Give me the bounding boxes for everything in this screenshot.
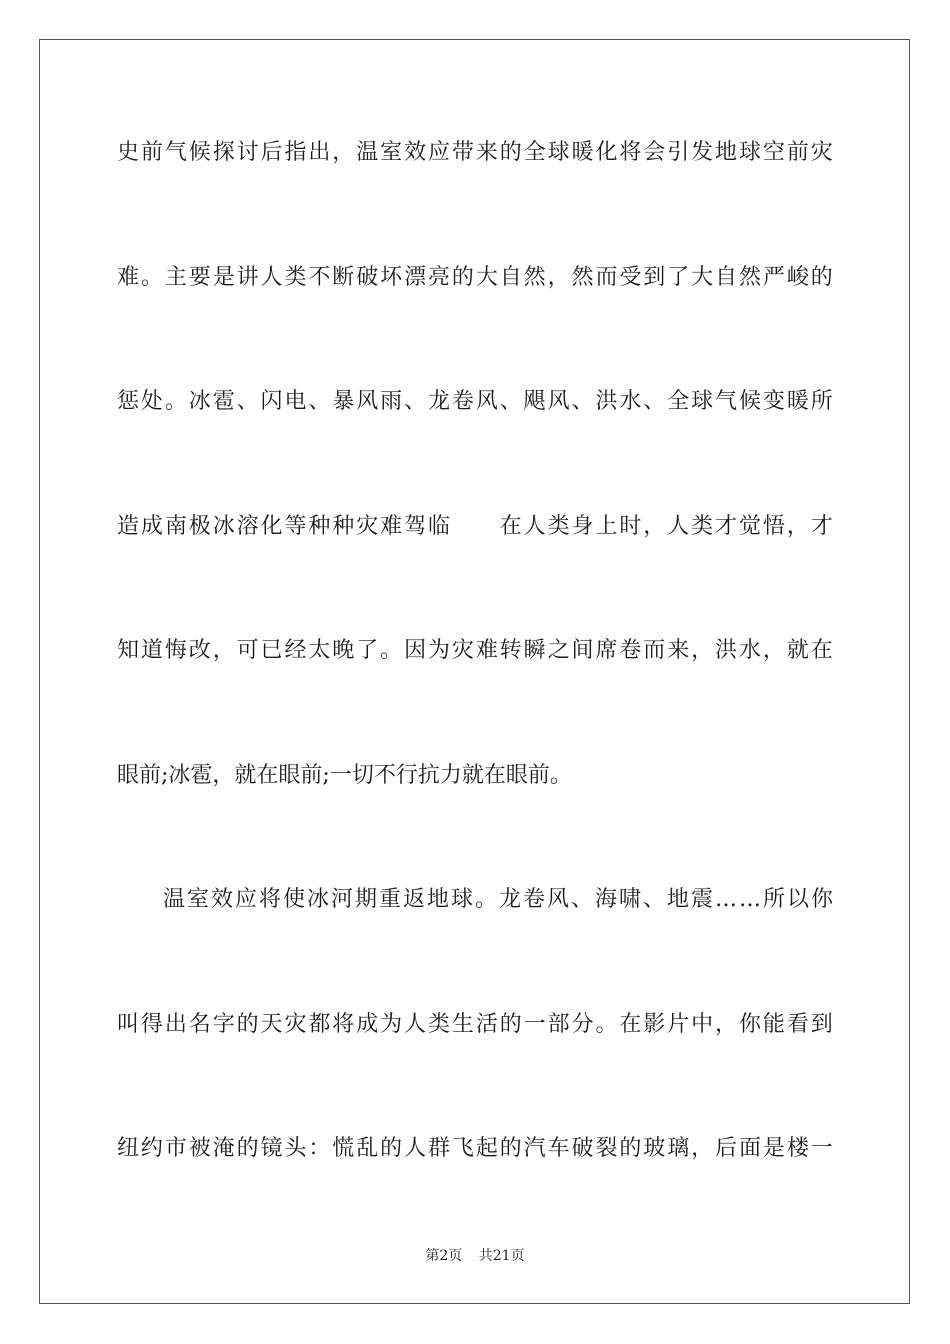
char: 风 [356,389,379,414]
char: 候 [738,389,761,414]
char: 室 [187,887,210,912]
total-pages: 共21页 [478,1248,525,1264]
char: 引 [667,140,690,165]
char: 然 [523,264,546,290]
char: 将 [332,1011,355,1037]
char: 返 [403,887,426,912]
char: 亮 [427,264,450,290]
char: 变 [762,389,785,414]
char: 一 [523,1011,546,1037]
text-line-9 [117,1124,833,1174]
char: 漂 [404,264,427,290]
char: 的 [380,1136,403,1161]
char: 溶 [236,513,259,539]
char: 破 [571,1136,594,1161]
char: 道 [140,638,163,663]
text-line-6 [117,751,833,801]
char: 起 [475,1136,498,1161]
char: 头 [284,1136,307,1161]
char: 慌 [332,1136,355,1161]
char: 太 [308,638,331,663]
char: 淹 [212,1136,235,1161]
char: 就 [786,638,809,663]
char: 。 [595,1011,618,1037]
char: 所 [810,389,833,414]
char: 将 [619,140,642,165]
char: 叫 [117,1011,140,1037]
char: 水 [738,638,761,663]
char: 而 [595,264,618,290]
char: 出 [164,1011,187,1037]
char: 带 [451,140,474,165]
char: 中 [691,1011,714,1037]
char: 地 [667,887,690,912]
char: 化 [260,513,283,539]
char: 的 [499,1011,522,1037]
char: 你 [738,1011,761,1037]
char: 璃 [667,1136,690,1161]
char: 龙 [427,389,450,414]
char: 活 [475,1011,498,1037]
char: 看 [786,1011,809,1037]
char: 震 [691,887,714,912]
char: 指 [284,140,307,165]
char: ， [547,264,570,290]
char: 而 [643,638,666,663]
char: 种 [332,513,355,539]
char: 因 [404,638,427,663]
char: 发 [691,140,714,165]
char: 讨 [236,140,259,165]
char: 飓 [523,389,546,414]
char: 大 [475,264,498,290]
char: … [715,887,737,912]
char: 被 [188,1136,211,1161]
char [452,502,474,552]
char: 温 [356,140,379,165]
char: 应 [235,887,258,912]
char: 电 [284,389,307,414]
char: 然 [738,264,761,290]
char: 人 [260,264,283,290]
char: 灾 [810,140,833,165]
char: 晚 [332,638,355,663]
char: 主 [164,264,187,290]
char: 难 [117,264,140,290]
char: 。 [380,638,403,663]
char: 球 [738,140,761,165]
char: 要 [188,264,211,290]
char: 地 [715,140,738,165]
char: 坏 [380,264,403,290]
char: 字 [212,1011,235,1037]
char: 灾 [451,638,474,663]
char: 会 [643,140,666,165]
char: 使 [283,887,306,912]
char: 都 [308,1011,331,1037]
line-text [117,1124,833,1174]
char: 名 [188,1011,211,1037]
char: 能 [762,1011,785,1037]
char: 。 [140,264,163,290]
char: 片 [667,1011,690,1037]
char: 效 [211,887,234,912]
char: 灾 [356,513,379,539]
char: ， [332,140,355,165]
text-line-3 [117,377,833,427]
char: 造 [117,513,140,539]
char: 水 [619,389,642,414]
char: 改 [188,638,211,663]
char: 雹 [212,389,235,414]
char: 难 [475,638,498,663]
line-text: 眼前;冰雹，就在眼前;一切不行抗力就在眼前。 [117,762,572,788]
char: ， [762,638,785,663]
char: 、 [404,389,427,414]
char: 一 [810,1136,833,1161]
char: 了 [356,638,379,663]
char: 间 [571,638,594,663]
char: 不 [308,264,331,290]
text-line-8 [117,1000,833,1050]
char: 室 [380,140,403,165]
char: 来 [667,638,690,663]
char: 人 [404,1011,427,1037]
char: 来 [475,140,498,165]
char: … [738,887,761,912]
line-text [117,626,833,676]
char: ， [715,1011,738,1037]
char: 大 [691,264,714,290]
document-body [117,128,833,1249]
char: 面 [738,1136,761,1161]
char: 风 [547,389,570,414]
char: 的 [236,1136,259,1161]
char: 类 [691,513,714,539]
char: 才 [810,513,833,539]
char: 、 [571,887,594,912]
char: 全 [667,389,690,414]
char: 受 [619,264,642,290]
char: 河 [331,887,354,912]
char: 的 [499,1136,522,1161]
char: 讲 [236,264,259,290]
char: 灾 [284,1011,307,1037]
char: 以 [786,887,809,912]
char: 人 [523,513,546,539]
char: 上 [595,513,618,539]
char: 时 [619,513,642,539]
char: 你 [810,887,833,912]
char: 悟 [762,513,785,539]
text-line-7 [117,875,833,925]
char: 成 [356,1011,379,1037]
char: 后 [260,140,283,165]
char: 类 [427,1011,450,1037]
char: 种 [308,513,331,539]
char: 史 [117,140,140,165]
char: 效 [404,140,427,165]
char: 冰 [188,389,211,414]
char: 出 [308,140,331,165]
char: 裂 [595,1136,618,1161]
char: 冰 [307,887,330,912]
char: 类 [284,264,307,290]
char: ， [643,513,666,539]
char: 卷 [523,887,546,912]
char: 类 [547,513,570,539]
char: 自 [715,264,738,290]
char: 汽 [523,1136,546,1161]
char: 龙 [499,887,522,912]
char: 纽 [117,1136,140,1161]
char: 、 [236,389,259,414]
char: 闪 [260,389,283,414]
char: 卷 [619,638,642,663]
char: 空 [762,140,785,165]
line-text [163,875,833,925]
char: 球 [451,887,474,912]
char: 临 [427,513,450,539]
char: 飞 [451,1136,474,1161]
char: 是 [762,1136,785,1161]
char: 风 [475,389,498,414]
char: 的 [236,1011,259,1037]
char: 洪 [595,389,618,414]
char: 风 [547,887,570,912]
char: 海 [595,887,618,912]
char: 车 [547,1136,570,1161]
char: 啸 [619,887,642,912]
char: 的 [451,264,474,290]
char: ： [308,1136,331,1161]
char: 极 [188,513,211,539]
char: 暴 [332,389,355,414]
char: 分 [571,1011,594,1037]
char: 市 [164,1136,187,1161]
char: 人 [404,1136,427,1161]
line-text [117,1000,833,1050]
char: 的 [619,1136,642,1161]
char: 镜 [260,1136,283,1161]
char: 化 [595,140,618,165]
char: 部 [547,1011,570,1037]
char: 严 [762,264,785,290]
char: 探 [212,140,235,165]
char: ， [786,513,809,539]
char: 天 [260,1011,283,1037]
char: 后 [715,1136,738,1161]
char: 影 [643,1011,666,1037]
char: 将 [259,887,282,912]
char: 悔 [164,638,187,663]
char: 、 [643,389,666,414]
line-text [117,377,833,427]
char: 在 [499,513,522,539]
char: 雨 [380,389,403,414]
char: 生 [451,1011,474,1037]
char: 、 [643,887,666,912]
char: 难 [380,513,403,539]
char: 、 [499,389,522,414]
char: ， [212,638,235,663]
char: 约 [140,1136,163,1161]
char: 在 [810,638,833,663]
char: 温 [163,887,186,912]
text-line-4 [117,502,833,552]
char: 楼 [786,1136,809,1161]
char: 、 [308,389,331,414]
char: 候 [188,140,211,165]
page-footer [0,1245,950,1265]
line-text [117,502,833,552]
char: 气 [715,389,738,414]
char: 应 [427,140,450,165]
char: 了 [667,264,690,290]
page-number: 第2页 [425,1248,463,1264]
char: 、 [571,389,594,414]
char: 气 [164,140,187,165]
char: 。 [164,389,187,414]
char: 身 [571,513,594,539]
char: 席 [595,638,618,663]
char: 才 [715,513,738,539]
char: 破 [356,264,379,290]
char: 的 [499,140,522,165]
char: 到 [810,1011,833,1037]
char: 期 [355,887,378,912]
char: 等 [284,513,307,539]
char: 惩 [117,389,140,414]
char: 的 [810,264,833,290]
char: 。 [475,887,498,912]
char: 暖 [786,389,809,414]
char [476,502,498,552]
text-line-1 [117,128,833,178]
char: 到 [643,264,666,290]
char: 经 [284,638,307,663]
line-text [117,128,833,178]
char: 冰 [212,513,235,539]
char: 前 [140,140,163,165]
char: 玻 [643,1136,666,1161]
char: 乱 [356,1136,379,1161]
char: 之 [547,638,570,663]
char: 觉 [738,513,761,539]
char: 为 [427,638,450,663]
char: 人 [667,513,690,539]
char: 为 [380,1011,403,1037]
char: 洪 [715,638,738,663]
text-line-2 [117,253,833,303]
char: 是 [212,264,235,290]
char: 然 [571,264,594,290]
char: 前 [786,140,809,165]
char: 球 [691,389,714,414]
char: 瞬 [523,638,546,663]
char: 处 [140,389,163,414]
char: 可 [236,638,259,663]
char: 球 [547,140,570,165]
char: 群 [427,1136,450,1161]
char: ， [691,638,714,663]
char: 驾 [404,513,427,539]
char: 断 [332,264,355,290]
char: 知 [117,638,140,663]
char: 在 [619,1011,642,1037]
char: 全 [523,140,546,165]
char: 自 [499,264,522,290]
char: 所 [762,887,785,912]
char: 成 [140,513,163,539]
char: 转 [499,638,522,663]
line-text [117,253,833,303]
char: 地 [427,887,450,912]
char: 重 [379,887,402,912]
text-line-5 [117,626,833,676]
char: ， [691,1136,714,1161]
char: 暖 [571,140,594,165]
char: 已 [260,638,283,663]
char: 卷 [451,389,474,414]
char: 得 [140,1011,163,1037]
char: 峻 [786,264,809,290]
char: 南 [164,513,187,539]
